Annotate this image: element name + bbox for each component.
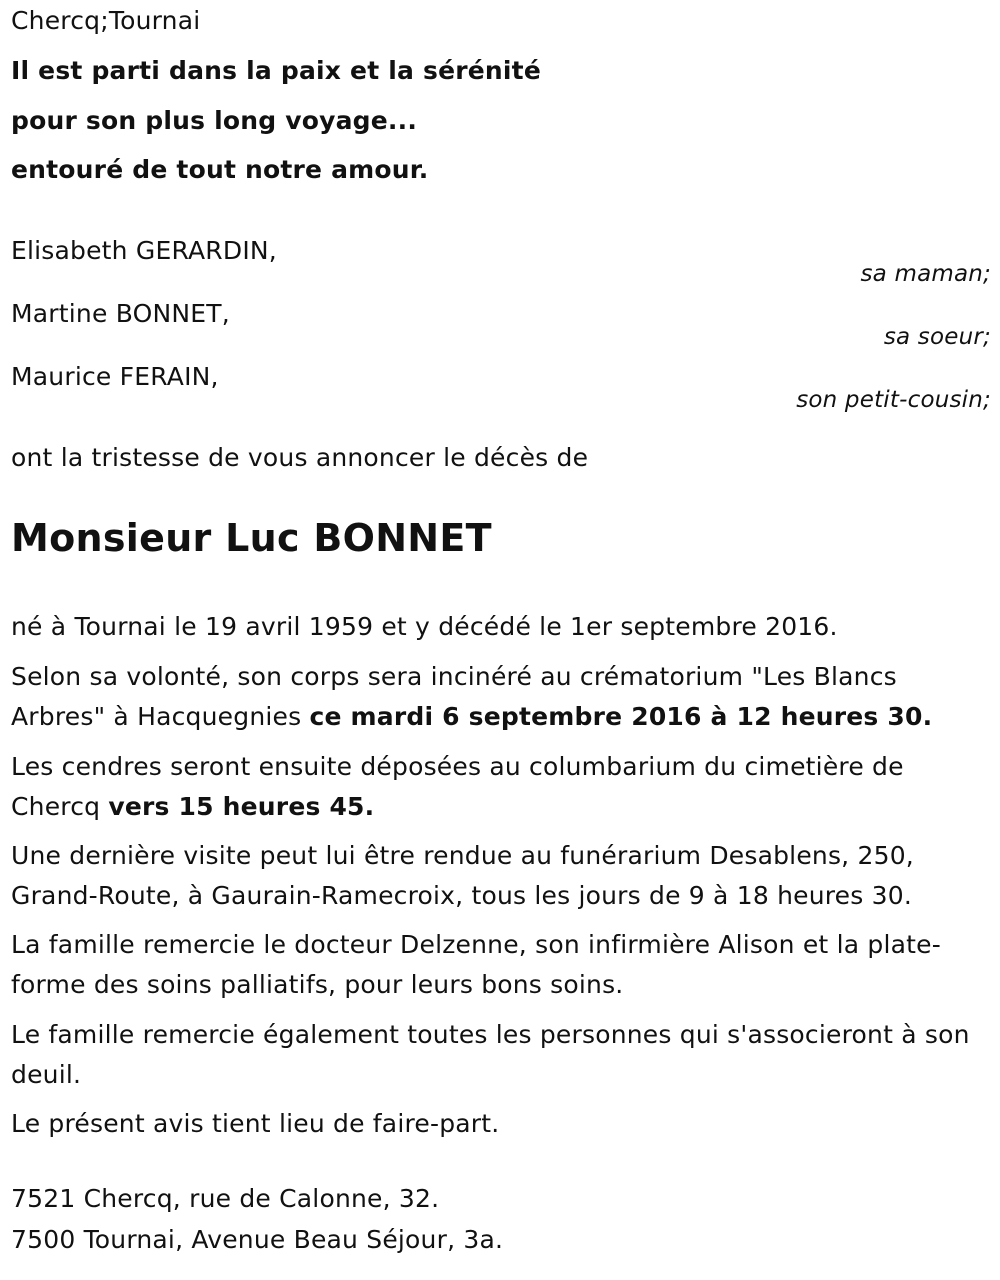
intro-line-1: Il est parti dans la paix et la sérénité [11, 56, 541, 85]
family-member-relation: sa maman; [860, 261, 991, 287]
family-member-relation: sa soeur; [883, 324, 991, 350]
family-member-name: Elisabeth GERARDIN, [11, 236, 277, 265]
location-header: Chercq;Tournai [11, 6, 201, 35]
ashes-time: vers 15 heures 45. [108, 792, 375, 821]
intro-line-3: entouré de tout notre amour. [11, 155, 429, 184]
thanks-doctor-paragraph: La famille remercie le docteur Delzenne, son infirmière Alison et la plate-forme des soins palliatifs, pour leurs bons soins. [11, 930, 941, 999]
cremation-paragraph [11, 657, 986, 737]
family-member-name: Maurice FERAIN, [11, 362, 219, 391]
family-member-name: Martine BONNET, [11, 299, 230, 328]
birth-death-paragraph: né à Tournai le 19 avril 1959 et y décédé le 1er septembre 2016. [11, 612, 838, 641]
cremation-text: Selon sa volonté, son corps sera incinéré au crématorium "Les Blancs Arbres" à Hacquegnies [11, 662, 897, 731]
ashes-text: Les cendres seront ensuite déposées au columbarium du cimetière de Chercq [11, 752, 904, 821]
visit-paragraph: Une dernière visite peut lui être rendue au funérarium Desablens, 250, Grand-Route, à Gaurain-Ramecroix, tous les jours de 9 à 18 heures 30. [11, 841, 914, 910]
announcement-text: ont la tristesse de vous annoncer le décès de [11, 443, 589, 472]
family-member-relation: son petit-cousin; [796, 387, 991, 413]
cremation-datetime: ce mardi 6 septembre 2016 à 12 heures 30. [309, 702, 933, 731]
ashes-paragraph [11, 747, 986, 827]
thanks-all-paragraph: Le famille remercie également toutes les personnes qui s'associeront à son deuil. [11, 1020, 970, 1089]
address-line-2: 7500 Tournai, Avenue Beau Séjour, 3a. [11, 1225, 504, 1254]
notice-paragraph: Le présent avis tient lieu de faire-part. [11, 1109, 500, 1138]
deceased-name: Monsieur Luc BONNET [11, 516, 492, 560]
address-line-1: 7521 Chercq, rue de Calonne, 32. [11, 1184, 440, 1213]
intro-line-2: pour son plus long voyage... [11, 106, 418, 135]
